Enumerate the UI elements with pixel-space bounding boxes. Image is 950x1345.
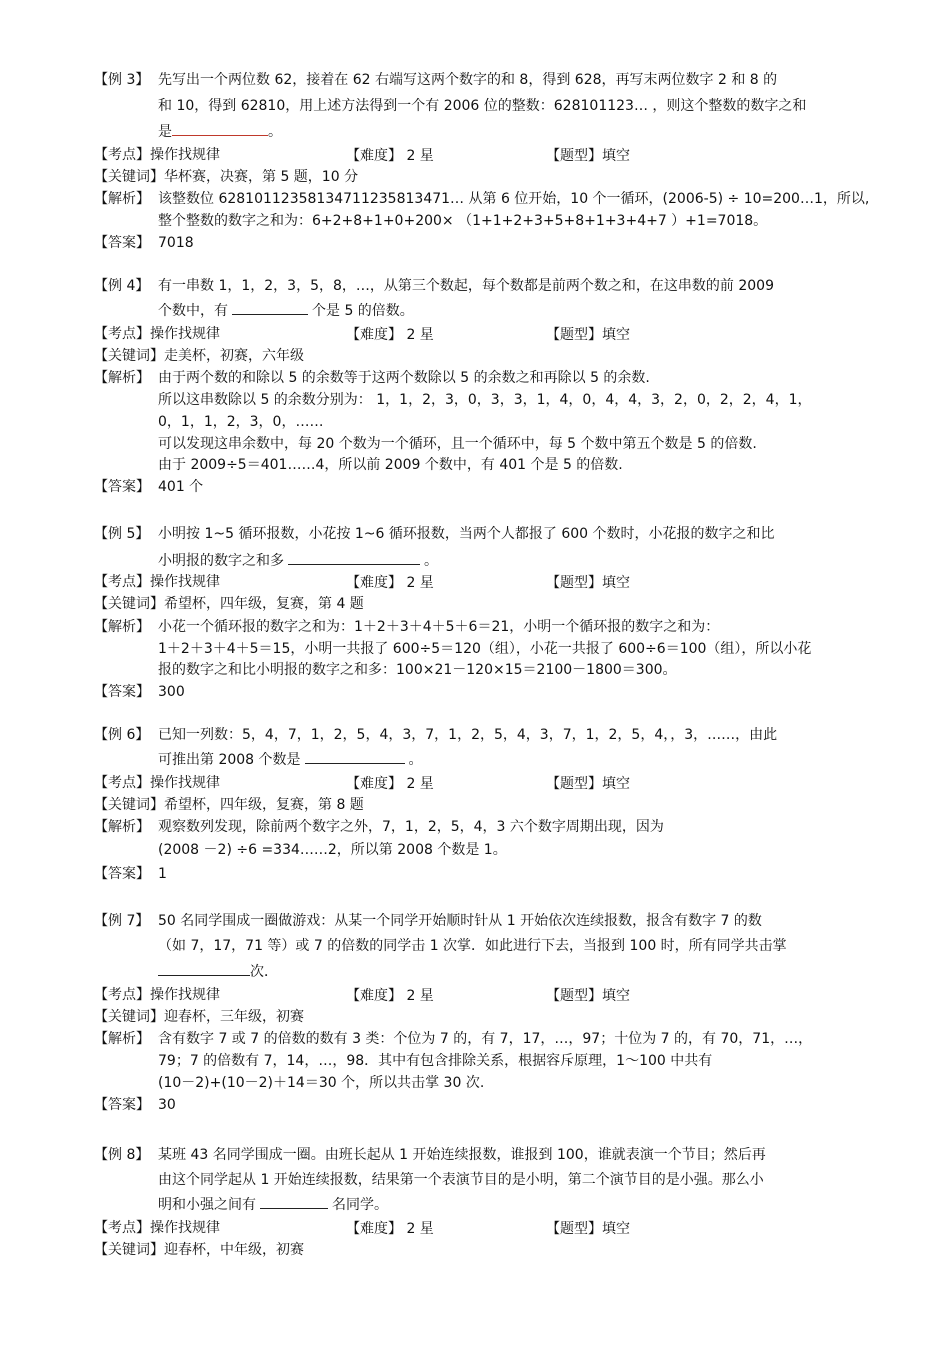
analysis-line: (2008 －2) ÷6 =334……2，所以第 2008 个数是 1。 bbox=[158, 842, 507, 858]
answer-label: 【答案】 bbox=[94, 479, 150, 495]
nandu bbox=[346, 324, 434, 344]
question-line: 和 10，得到 62810，用上述方法得到一个有 2006 位的整数：628101123… ，则这个整数的数字之和 bbox=[158, 98, 807, 114]
keywords-label: 【关键词】 bbox=[94, 1009, 164, 1025]
question-text: 小明报的数字之和多 bbox=[158, 553, 284, 569]
question-line bbox=[94, 276, 774, 296]
answer-label: 【答案】 bbox=[94, 1097, 150, 1113]
nandu-label: 【难度】 bbox=[346, 1221, 402, 1237]
question-text: 小明按 1~5 循环报数，小花按 1~6 循环报数，当两个人都报了 600 个数时，小花报的数字之和比 bbox=[158, 526, 775, 542]
question-text: 可推出第 2008 个数是 bbox=[158, 752, 301, 768]
answer-line bbox=[94, 1095, 176, 1115]
keywords-value: 希望杯，四年级，复赛，第 8 题 bbox=[164, 797, 364, 813]
question-line bbox=[94, 70, 777, 90]
nandu-label: 【难度】 bbox=[346, 575, 402, 591]
keywords-value: 迎春杯，中年级，初赛 bbox=[164, 1242, 304, 1258]
analysis-line bbox=[94, 617, 719, 637]
kaodian-label: 【考点】 bbox=[94, 147, 150, 163]
kaodian-label: 【考点】 bbox=[94, 987, 150, 1003]
example-tag: 【例 3】 bbox=[94, 72, 150, 88]
tixing-value: 填空 bbox=[602, 575, 630, 591]
answer-blank[interactable] bbox=[305, 749, 405, 764]
nandu-label: 【难度】 bbox=[346, 148, 402, 164]
tixing-label: 【题型】 bbox=[546, 776, 602, 792]
analysis-line: 0，1，1，2，3，0，…… bbox=[158, 414, 324, 430]
tixing-value: 填空 bbox=[602, 988, 630, 1004]
kaodian-label: 【考点】 bbox=[94, 574, 150, 590]
tixing-value: 填空 bbox=[602, 327, 630, 343]
keywords-row bbox=[94, 167, 358, 187]
nandu-value: 2 星 bbox=[406, 776, 434, 792]
keywords-row bbox=[94, 1007, 304, 1027]
meta-row bbox=[94, 324, 220, 344]
example-tag: 【例 4】 bbox=[94, 278, 150, 294]
question-line bbox=[158, 550, 438, 571]
answer-blank[interactable] bbox=[158, 961, 250, 976]
nandu-value: 2 星 bbox=[406, 327, 434, 343]
question-line: 由这个同学起从 1 开始连续报数，结果第一个表演节目的是小明，第二个演节目的是小强。那么小 bbox=[158, 1172, 764, 1188]
nandu-value: 2 星 bbox=[406, 575, 434, 591]
answer-line bbox=[94, 233, 194, 253]
keywords-row bbox=[94, 795, 364, 815]
question-line bbox=[94, 911, 762, 931]
analysis-label: 【解析】 bbox=[94, 619, 150, 635]
meta-row bbox=[94, 145, 220, 165]
question-text: 有一串数 1，1，2，3，5，8，…，从第三个数起，每个数都是前两个数之和，在这串数的前 2009 bbox=[158, 278, 774, 294]
nandu bbox=[346, 985, 434, 1005]
tixing bbox=[546, 1218, 630, 1238]
meta-row bbox=[94, 572, 220, 592]
analysis-line bbox=[94, 368, 650, 388]
answer-value: 1 bbox=[158, 866, 167, 882]
keywords-row bbox=[94, 1240, 304, 1260]
analysis-line: 可以发现这串余数中，每 20 个数为一个循环，且一个循环中，每 5 个数中第五个数是 5 的倍数. bbox=[158, 436, 757, 452]
kaodian-value: 操作找规律 bbox=[150, 775, 220, 791]
kaodian-label: 【考点】 bbox=[94, 1220, 150, 1236]
keywords-value: 希望杯，四年级，复赛，第 4 题 bbox=[164, 596, 364, 612]
analysis-text: 由于两个数的和除以 5 的余数等于这两个数除以 5 的余数之和再除以 5 的余数. bbox=[158, 370, 650, 386]
answer-label: 【答案】 bbox=[94, 684, 150, 700]
nandu-value: 2 星 bbox=[406, 988, 434, 1004]
answer-line bbox=[94, 682, 185, 702]
nandu bbox=[346, 773, 434, 793]
keywords-label: 【关键词】 bbox=[94, 348, 164, 364]
analysis-label: 【解析】 bbox=[94, 370, 150, 386]
answer-blank[interactable] bbox=[260, 1194, 328, 1209]
question-text: 明和小强之间有 bbox=[158, 1197, 256, 1213]
nandu bbox=[346, 145, 434, 165]
question-text: 先写出一个两位数 62，接着在 62 右端写这两个数字的和 8，得到 628，再写末两位数字 2 和 8 的 bbox=[158, 72, 778, 88]
question-line bbox=[158, 961, 278, 982]
analysis-text: 观察数列发现，除前两个数字之外，7，1，2，5，4，3 六个数字周期出现，因为 bbox=[158, 819, 664, 835]
kaodian-value: 操作找规律 bbox=[150, 147, 220, 163]
question-text: 个数中，有 bbox=[158, 303, 228, 319]
tixing bbox=[546, 572, 630, 592]
nandu-label: 【难度】 bbox=[346, 988, 402, 1004]
answer-blank[interactable] bbox=[288, 550, 420, 565]
answer-label: 【答案】 bbox=[94, 235, 150, 251]
keywords-value: 走美杯，初赛，六年级 bbox=[164, 348, 304, 364]
nandu-value: 2 星 bbox=[406, 148, 434, 164]
tixing-value: 填空 bbox=[602, 776, 630, 792]
kaodian-label: 【考点】 bbox=[94, 326, 150, 342]
nandu-label: 【难度】 bbox=[346, 327, 402, 343]
analysis-text: 该整数位 62810112358134711235813471… 从第 6 位开始，10 个一循环，(2006-5) ÷ 10=200…1，所以, bbox=[158, 191, 870, 207]
question-line: （如 7，17，71 等）或 7 的倍数的同学击 1 次掌．如此进行下去，当报到 100 时，所有同学共击掌 bbox=[158, 938, 787, 954]
answer-value: 30 bbox=[158, 1097, 176, 1113]
example-tag: 【例 6】 bbox=[94, 727, 150, 743]
analysis-text: 含有数字 7 或 7 的倍数的数有 3 类：个位为 7 的，有 7，17，…，97；十位为 7 的，有 70，71，…， bbox=[158, 1031, 813, 1047]
analysis-line: 报的数字之和比小明报的数字之和多：100×21－120×15＝2100－1800＝300。 bbox=[158, 662, 677, 678]
keywords-label: 【关键词】 bbox=[94, 169, 164, 185]
nandu bbox=[346, 1218, 434, 1238]
kaodian-value: 操作找规律 bbox=[150, 326, 220, 342]
analysis-line bbox=[94, 189, 869, 209]
kaodian-value: 操作找规律 bbox=[150, 1220, 220, 1236]
question-line bbox=[94, 524, 775, 544]
tixing bbox=[546, 985, 630, 1005]
question-line bbox=[158, 749, 423, 770]
answer-line bbox=[94, 864, 167, 884]
keywords-row bbox=[94, 346, 304, 366]
question-line bbox=[158, 300, 414, 321]
example-tag: 【例 5】 bbox=[94, 526, 150, 542]
tixing-label: 【题型】 bbox=[546, 327, 602, 343]
tixing-label: 【题型】 bbox=[546, 1221, 602, 1237]
question-text: 已知一列数：5，4，7，1，2，5，4，3，7，1，2，5，4，3，7，1，2，5，4，，3，……，由此 bbox=[158, 727, 778, 743]
question-line bbox=[94, 1145, 766, 1165]
tixing-value: 填空 bbox=[602, 1221, 630, 1237]
analysis-line: 1＋2＋3＋4＋5＝15，小明一共报了 600÷5＝120（组），小花一共报了 600÷6＝100（组），所以小花 bbox=[158, 641, 812, 657]
question-text: 个是 5 的倍数。 bbox=[312, 303, 414, 319]
analysis-line bbox=[94, 1029, 812, 1049]
question-text: 次． bbox=[250, 964, 278, 980]
question-line bbox=[158, 121, 282, 142]
analysis-line: 79；7 的倍数有 7，14，…，98．其中有包含排除关系，根据容斥原理，1～100 中共有 bbox=[158, 1053, 713, 1069]
answer-label: 【答案】 bbox=[94, 866, 150, 882]
tixing bbox=[546, 145, 630, 165]
tixing bbox=[546, 773, 630, 793]
keywords-label: 【关键词】 bbox=[94, 596, 164, 612]
example-tag: 【例 7】 bbox=[94, 913, 150, 929]
question-text: 名同学。 bbox=[332, 1197, 388, 1213]
question-line bbox=[94, 725, 777, 745]
analysis-label: 【解析】 bbox=[94, 819, 150, 835]
analysis-line: 由于 2009÷5＝401……4，所以前 2009 个数中，有 401 个是 5 的倍数. bbox=[158, 457, 623, 473]
kaodian-value: 操作找规律 bbox=[150, 987, 220, 1003]
analysis-text: 小花一个循环报的数字之和为：1＋2＋3＋4＋5＋6＝21，小明一个循环报的数字之和为： bbox=[158, 619, 720, 635]
question-text: 是 bbox=[158, 124, 172, 140]
answer-value: 300 bbox=[158, 684, 185, 700]
answer-blank[interactable] bbox=[172, 121, 268, 136]
nandu-value: 2 星 bbox=[406, 1221, 434, 1237]
tixing bbox=[546, 324, 630, 344]
question-text: 某班 43 名同学围成一圈。由班长起从 1 开始连续报数，谁报到 100，谁就表演一个节目；然后再 bbox=[158, 1147, 766, 1163]
keywords-value: 华杯赛，决赛，第 5 题，10 分 bbox=[164, 169, 359, 185]
analysis-line: (10－2)+(10－2)＋14＝30 个，所以共击掌 30 次. bbox=[158, 1075, 485, 1091]
kaodian-value: 操作找规律 bbox=[150, 574, 220, 590]
keywords-label: 【关键词】 bbox=[94, 1242, 164, 1258]
kaodian-label: 【考点】 bbox=[94, 775, 150, 791]
analysis-label: 【解析】 bbox=[94, 191, 150, 207]
tixing-label: 【题型】 bbox=[546, 575, 602, 591]
tixing-label: 【题型】 bbox=[546, 988, 602, 1004]
keywords-row bbox=[94, 594, 364, 614]
tixing-value: 填空 bbox=[602, 148, 630, 164]
analysis-line bbox=[94, 817, 664, 837]
example-tag: 【例 8】 bbox=[94, 1147, 150, 1163]
tixing-label: 【题型】 bbox=[546, 148, 602, 164]
question-text: 。 bbox=[408, 752, 423, 768]
question-line bbox=[158, 1194, 388, 1215]
analysis-label: 【解析】 bbox=[94, 1031, 150, 1047]
question-text: 。 bbox=[268, 124, 282, 140]
meta-row bbox=[94, 985, 220, 1005]
analysis-line: 整个整数的数字之和为：6+2+8+1+0+200× （1+1+2+3+5+8+1+3+4+7 ）+1=7018。 bbox=[158, 213, 768, 229]
keywords-label: 【关键词】 bbox=[94, 797, 164, 813]
nandu-label: 【难度】 bbox=[346, 776, 402, 792]
question-text: 50 名同学围成一圈做游戏：从某一个同学开始顺时针从 1 开始依次连续报数，报含有数字 7 的数 bbox=[158, 913, 762, 929]
nandu bbox=[346, 572, 434, 592]
answer-blank[interactable] bbox=[232, 300, 308, 315]
question-text: 。 bbox=[424, 553, 438, 569]
meta-row bbox=[94, 773, 220, 793]
meta-row bbox=[94, 1218, 220, 1238]
answer-line bbox=[94, 477, 203, 497]
answer-value: 7018 bbox=[158, 235, 194, 251]
answer-value: 401 个 bbox=[158, 479, 204, 495]
analysis-line: 所以这串数除以 5 的余数分别为： 1，1，2，3，0，3，3，1，4，0，4，4，3，2，0，2，2，4，1， bbox=[158, 392, 812, 408]
keywords-value: 迎春杯，三年级，初赛 bbox=[164, 1009, 304, 1025]
